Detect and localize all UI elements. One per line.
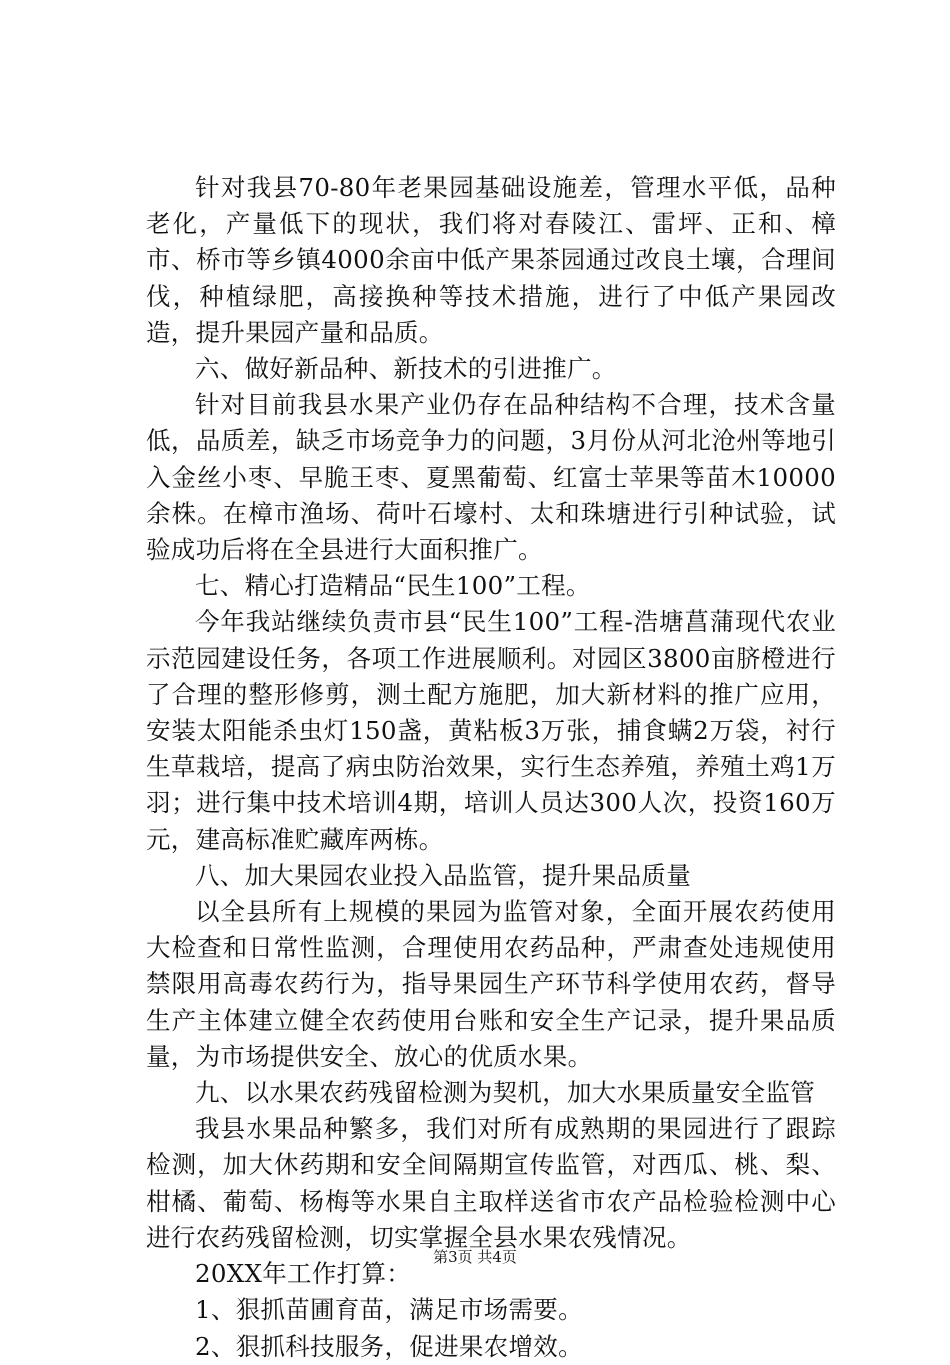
paragraph-input-supervision: 以全县所有上规模的果园为监管对象，全面开展农药使用大检查和日常性监测，合理使用农药品种，严肃查处违规使用禁限用高毒农药行为，指导果园生产环节科学使用农药，督导生产主体建立健全农药使用台账和安全生产记录，提升果品质量，为市场提供安全、放心的优质水果。 <box>146 897 836 1071</box>
list-item-plan-1: 1、狠抓苗圃育苗，满足市场需要。 <box>195 1295 583 1325</box>
paragraph-new-varieties: 针对目前我县水果产业仍存在品种结构不合理，技术含量低，品质差，缺乏市场竞争力的问题，3月份从河北沧州等地引入金丝小枣、早脆王枣、夏黑葡萄、红富士苹果等苗木10000余株。在樟市渔场、荷叶石壕村、太和珠塘进行引种试验，试验成功后将在全县进行大面积推广。 <box>146 390 836 565</box>
paragraph-residue-testing: 我县水果品种繁多，我们对所有成熟期的果园进行了跟踪检测，加大休药期和安全间隔期宣传监管，对西瓜、桃、梨、柑橘、葡萄、杨梅等水果自主取样送省市农产品检验检测中心进行农药残留检测，切实掌握全县水果农残情况。 <box>146 1114 836 1252</box>
page-number-footer: 第3页 共4页 <box>433 1248 517 1266</box>
heading-section-seven: 七、精心打造精品“民生100”工程。 <box>195 571 591 601</box>
paragraph-orchard-renovation: 针对我县70-80年老果园基础设施差，管理水平低，品种老化，产量低下的现状，我们将对春陵江、雷坪、正和、樟市、桥市等乡镇4000余亩中低产果茶园通过改良土壤，合理间伐，种植绿肥，高接换种等技术措施，进行了中低产果园改造，提升果园产量和品质。 <box>146 173 836 347</box>
document-body <box>146 170 836 1365</box>
list-item-plan-2: 2、狠抓科技服务，促进果农增效。 <box>195 1331 583 1361</box>
heading-section-six: 六、做好新品种、新技术的引进推广。 <box>195 354 617 384</box>
heading-section-eight: 八、加大果园农业投入品监管，提升果品质量 <box>195 860 691 890</box>
heading-work-plan: 20XX年工作打算： <box>195 1259 412 1289</box>
heading-section-nine: 九、以水果农药残留检测为契机，加大水果质量安全监管 <box>195 1078 815 1108</box>
paragraph-minsheng-project: 今年我站继续负责市县“民生100”工程-浩塘菖蒲现代农业示范园建设任务，各项工作进展顺利。对园区3800亩脐橙进行了合理的整形修剪，测土配方施肥，加大新材料的推广应用，安装太阳能杀虫灯150盏，黄粘板3万张，捕食螨2万袋，衬行生草栽培，提高了病虫防治效果，实行生态养殖，养殖土鸡1万羽；进行集中技术培训4期，培训人员达300人次，投资160万元，建高标准贮藏库两栋。 <box>146 607 836 854</box>
